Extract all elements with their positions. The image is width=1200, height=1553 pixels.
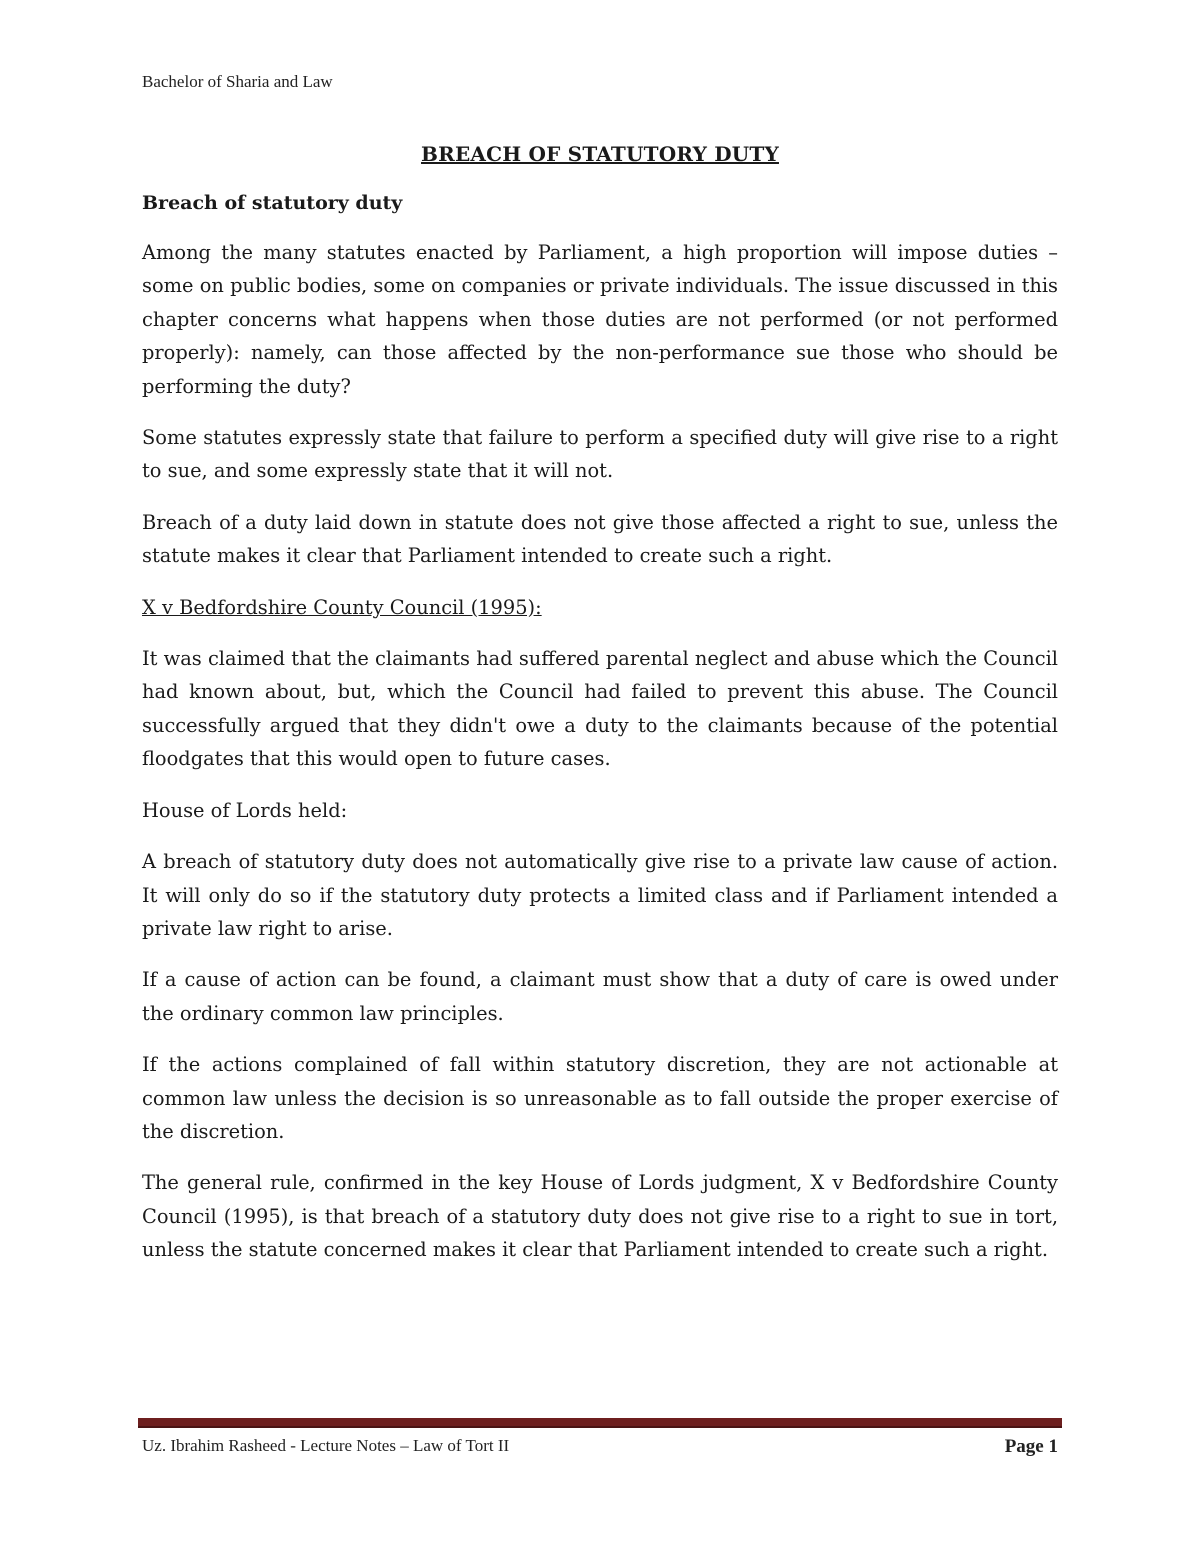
paragraph-held-1: A breach of statutory duty does not automatically give rise to a private law cause of action. It will only do so if the statutory duty protects a limited class and if Parliament intended a private law right to arise.: [142, 850, 1058, 940]
paragraph-express-statutes: Some statutes expressly state that failure to perform a specified duty will give rise to a right to sue, and some expressly state that it will not.: [142, 426, 1058, 483]
paragraph-held-2: If a cause of action can be found, a claimant must show that a duty of care is owed under the ordinary common law principles.: [142, 968, 1058, 1025]
section-heading: Breach of statutory duty: [142, 192, 403, 214]
paragraph-case-facts: It was claimed that the claimants had suffered parental neglect and abuse which the Council had known about, but, which the Council had failed to prevent this abuse. The Council successfully argued that they didn't owe a duty to the claimants because of the potential floodgates that this would open to future cases.: [142, 647, 1058, 771]
page-number: Page 1: [1004, 1436, 1058, 1457]
case-title: X v Bedfordshire County Council (1995):: [142, 595, 542, 619]
paragraph-held-3: If the actions complained of fall within statutory discretion, they are not actionable at common law unless the decision is so unreasonable as to fall outside the proper exercise of the discretion.: [142, 1053, 1058, 1143]
paragraph-conclusion: The general rule, confirmed in the key House of Lords judgment, X v Bedfordshire County Council (1995), is that breach of a statutory duty does not give rise to a right to sue in tort, unless the statute concerned makes it clear that Parliament intended to create such a right.: [142, 1171, 1058, 1262]
page-header: Bachelor of Sharia and Law: [142, 72, 333, 91]
document-body: [142, 142, 1058, 1285]
paragraph-intro: Among the many statutes enacted by Parliament, a high proportion will impose duties – some on public bodies, some on companies or private individuals. The issue discussed in this chapter concerns what happens when those duties are not performed (or not performed properly): namely, can those affected by the non-performance sue those who should be performing the duty?: [142, 241, 1058, 398]
page-footer: [142, 1436, 1058, 1458]
document-title: BREACH OF STATUTORY DUTY: [421, 142, 779, 166]
paragraph-general-rule: Breach of a duty laid down in statute does not give those affected a right to sue, unless the statute makes it clear that Parliament intended to create such a right.: [142, 510, 1058, 568]
footer-divider: [138, 1418, 1062, 1428]
footer-author-course: Uz. Ibrahim Rasheed - Lecture Notes – Law of Tort II: [142, 1436, 510, 1455]
paragraph-held-heading: House of Lords held:: [142, 798, 348, 822]
